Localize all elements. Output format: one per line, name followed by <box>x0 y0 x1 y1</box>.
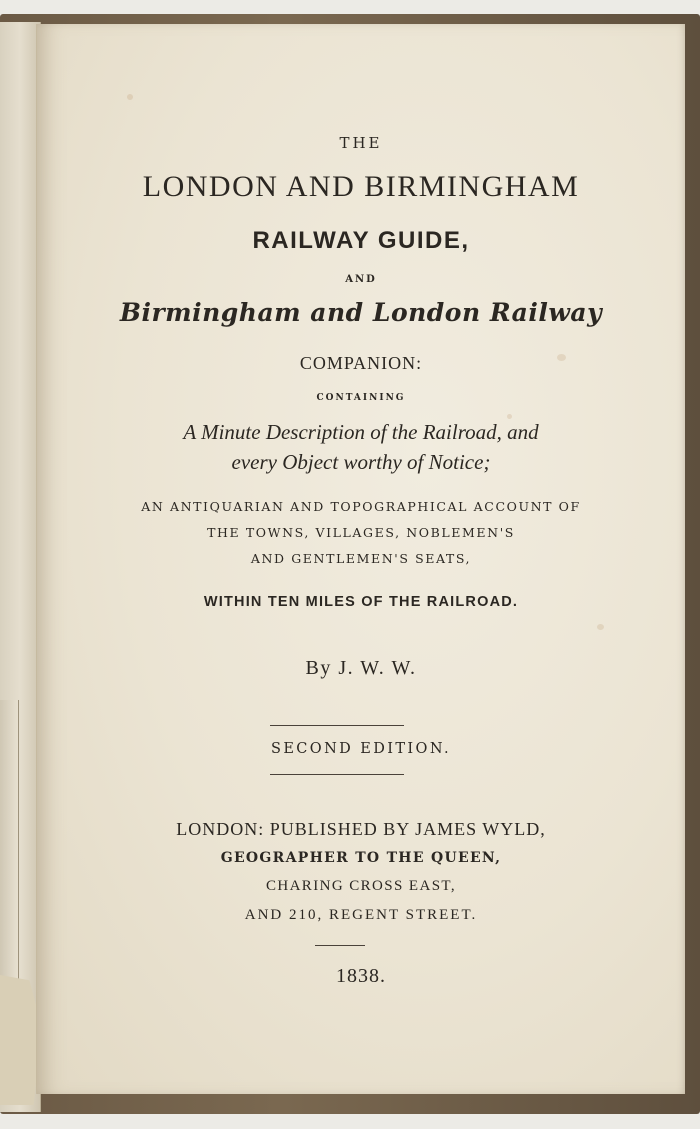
within-ten-miles: WITHIN TEN MILES OF THE RAILROAD. <box>203 594 519 610</box>
edition-label: SECOND EDITION. <box>270 741 452 757</box>
publisher-line-4: AND 210, REGENT STREET. <box>244 907 478 923</box>
foxing-spot <box>507 414 512 419</box>
main-title: LONDON AND BIRMINGHAM <box>142 170 580 203</box>
publication-year: 1838. <box>336 965 386 987</box>
publisher-line-1: LONDON: PUBLISHED BY JAMES WYLD, <box>176 819 546 839</box>
account-line-1: AN ANTIQUARIAN AND TOPOGRAPHICAL ACCOUNT OF <box>141 499 581 514</box>
flyleaf-map-edge <box>0 700 19 990</box>
publisher-line-3: CHARING CROSS EAST, <box>265 878 457 894</box>
and-connector: AND <box>345 274 377 285</box>
title-page <box>36 24 685 1094</box>
description-line-2: every Object worthy of Notice; <box>231 450 491 474</box>
the-heading: THE <box>339 134 383 152</box>
blackletter-title: Birmingham and London Railway <box>119 298 603 327</box>
rule-above-year <box>315 945 365 946</box>
description-line-1: A Minute Description of the Railroad, and <box>183 420 539 444</box>
account-line-3: AND GENTLEMEN'S SEATS, <box>250 551 472 566</box>
companion-title: COMPANION: <box>299 353 423 373</box>
author-line: By J. W. W. <box>305 657 417 679</box>
rule-above-edition <box>270 725 404 726</box>
foxing-spot <box>127 94 133 100</box>
containing-label: CONTAINING <box>316 393 406 403</box>
account-line-2: THE TOWNS, VILLAGES, NOBLEMEN'S <box>207 525 515 540</box>
rule-below-edition <box>270 774 404 775</box>
publisher-line-2: GEOGRAPHER TO THE QUEEN, <box>220 850 502 866</box>
foxing-spot <box>597 624 604 630</box>
railway-guide-title: RAILWAY GUIDE, <box>252 227 470 254</box>
